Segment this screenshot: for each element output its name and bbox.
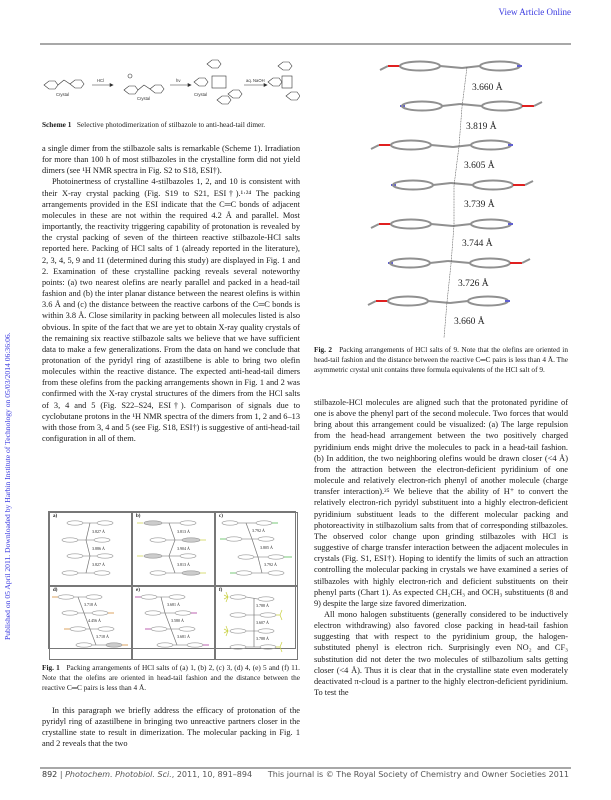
svg-text:3.660 Å: 3.660 Å (454, 317, 485, 327)
scheme-1-caption-text: Selective photodimerization of stilbazole to anti-head-tail dimer. (76, 120, 266, 129)
svg-text:Crystal: Crystal (194, 92, 208, 97)
figure-1-panel-d (49, 586, 132, 660)
svg-text:3.819 Å: 3.819 Å (466, 122, 497, 132)
download-watermark-text: Published on 05 April 2011. Downloaded by Harbin Institute of Technology on 05/03/2014 06:36:06. (3, 332, 12, 640)
left-paragraph-3: In this paragraph we briefly address the efficacy of protonation of the pyridyl ring of azastilbene in bringing two unreactive partners closer in the crystalline state to result in dimerization. The molecular packing in Fig. 1 and 2 reveals that the two (42, 706, 300, 749)
right-column-body (314, 397, 568, 698)
left-paragraph-2: Photoinertness of crystalline 4-stilbazoles 1, 2, and 10 is consistent with their X-ray crystal packing (Fig. S19 to S21, ESI†).¹·²⁴ The packing arrangements provided in the ESI indicate that the C═C bonds of adjacent molecules in these are not within the required 4.2 Å and parallel. Most importantly, the reactivity triggering capability of protonation is revealed by the crystal packing of seven of the thirteen reactive stilbazole-HCl salts reported here. Packing of HCl salts of 1 (already reported in the literature), 2, 3, 4, 5, 9 and 11 (determined during this study) are displayed in Fig. 1 and 2. Examination of these crystalline packing reveals several noteworthy points: (a) two nearest olefins are nearly parallel and packed in a head-tail fashion and (b) the inter planar distance between the nearest olefins is within 3.6 Å and (c) the distance between the reactive carbons of the C═C bonds is within 3.8 Å. Close similarity in packing between all molecules listed is also obvious. In spite of the fact that we are yet to obtain X-ray quality crystals of the remaining six reactive stilbazole salts we believe that we have sufficient data to make a few generalizations. From the data on hand we conclude that protonation of the pyridyl ring of azastilbene is able to bring two olefin molecules within the reactive distance. The expected anti-head-tail dimers from these olefins from the packing arrangements shown in Fig. 1 and 2 was confirmed with the X-ray crystal structures of the dimers from the HCl salts of 3, 4 and 5 (Fig. S22–S24, ESI†). Comparison of signals due to cyclobutane protons in the ¹H NMR spectra of the dimers from 1, 2 and 6–13 with those from 3, 4 and 5 (see Fig. S18, ESI†) is suggestive of anti-head-tail configuration in all of them. (42, 177, 300, 444)
packing-diagram-icon (216, 513, 297, 580)
svg-text:3.718 Å: 3.718 Å (84, 602, 97, 607)
scheme-1-label: Scheme 1 (42, 120, 72, 129)
figure-1-grid (48, 511, 296, 649)
svg-text:Crystal: Crystal (56, 92, 70, 97)
scheme-1 (42, 52, 300, 134)
svg-text:3.792 Å: 3.792 Å (264, 562, 277, 567)
download-watermark (3, 160, 15, 640)
page-footer (42, 770, 569, 779)
packing-diagram-icon (133, 587, 214, 654)
copyright-notice: This journal is © The Royal Society of Chemistry and Owner Societies 2011 (267, 770, 569, 779)
figure-1-label: Fig. 1 (42, 663, 60, 672)
svg-text:3.805 Å: 3.805 Å (260, 545, 273, 550)
scheme-1-reaction-icon (42, 52, 300, 112)
svg-text:3.718 Å: 3.718 Å (96, 634, 109, 639)
svg-text:3.827 Å: 3.827 Å (92, 562, 105, 567)
svg-text:3.788 Å: 3.788 Å (256, 603, 269, 608)
panel-label: f) (219, 588, 223, 593)
svg-text:3.739 Å: 3.739 Å (464, 200, 495, 210)
svg-text:3.792 Å: 3.792 Å (252, 528, 265, 533)
packing-diagram-icon (50, 587, 131, 654)
svg-text:4.456 Å: 4.456 Å (88, 618, 101, 623)
svg-text:3.904 Å: 3.904 Å (177, 546, 190, 551)
svg-text:3.605 Å: 3.605 Å (464, 161, 495, 171)
figure-1-panel-f (215, 586, 298, 660)
figure-1-panel-e (132, 586, 215, 660)
figure-2-caption (314, 345, 568, 375)
left-column-continued (42, 705, 300, 750)
left-column-body (42, 143, 300, 444)
svg-text:3.607 Å: 3.607 Å (256, 620, 269, 625)
svg-text:3.827 Å: 3.827 Å (92, 529, 105, 534)
figure-2-caption-text: Packing arrangements of HCl salts of 9. Note that the olefins are oriented in head-tail fashion and the distance between the reactive C═C pairs is less than 4 Å. The asymmetric crystal unit contains three formula equivalents of the HCl salt of 9. (314, 345, 568, 374)
svg-text:3.726 Å: 3.726 Å (458, 279, 489, 289)
figure-2-packing (314, 50, 568, 338)
panel-label: e) (136, 588, 140, 593)
journal-name: Photochem. Photobiol. Sci. (65, 770, 172, 779)
footer-citation (42, 770, 252, 779)
packing-diagram-icon (216, 587, 297, 654)
panel-label: a) (53, 514, 58, 519)
svg-text:3.681 Å: 3.681 Å (167, 602, 180, 607)
panel-label: c) (219, 514, 223, 519)
footer-separator: | (59, 770, 63, 779)
svg-text:3.813 Å: 3.813 Å (177, 562, 190, 567)
panel-label: d) (53, 588, 58, 593)
page-number: 892 (42, 770, 58, 779)
svg-text:aq. NaOH: aq. NaOH (246, 78, 265, 83)
scheme-1-caption (42, 120, 300, 130)
panel-label: b) (136, 514, 141, 519)
figure-1-panel-a (49, 512, 132, 586)
citation-details: , 2011, 10, 891–894 (171, 770, 253, 779)
svg-text:3.681 Å: 3.681 Å (177, 634, 190, 639)
left-paragraph-1: a single dimer from the stilbazole salts is remarkable (Scheme 1). Irradiation for more than 100 h of most stilbazoles in the crystalline form did not yield dimers (see ¹H NMR spectra in Fig. S2 to S18, ESI†). (42, 144, 300, 176)
top-rule (40, 43, 571, 45)
svg-text:HCl: HCl (97, 78, 104, 83)
packing-diagram-icon (50, 513, 131, 580)
figure-1-panel-c (215, 512, 298, 586)
svg-text:3.788 Å: 3.788 Å (256, 636, 269, 641)
figure-1-caption-text: Packing arrangements of HCl salts of (a) 1, (b) 2, (c) 3, (d) 4, (e) 5 and (f) 11. Note that the olefins are oriented in head-tail fashion and the distance between the reactive C═C pairs is less than 4 Å. (42, 663, 300, 692)
figure-2-label: Fig. 2 (314, 345, 332, 354)
right-paragraph-2: All mono halogen substituents (generally considered to be inductively electron withdrawing) also favored close packing in head-tail fashion suggesting that with respect to the pyridinium group, the halogen-substituted phenyl is electron rich. Surprisingly even NO₂ and CF₃ substitution did not deter the two molecules of stilbazolium salts getting closer (<4 Å). Thus it is clear that in the crystalline state even moderately deactivated π-cloud is a partner to the highly electron-deficient pyridinium. To test the (314, 609, 568, 698)
svg-text:hν: hν (176, 78, 181, 83)
view-article-online-link[interactable]: View Article Online (498, 7, 571, 17)
svg-text:3.660 Å: 3.660 Å (472, 83, 503, 93)
figure-2-packing-diagram-icon (314, 50, 568, 338)
svg-text:3.813 Å: 3.813 Å (177, 529, 190, 534)
right-paragraph-1: stilbazole-HCl molecules are aligned such that the protonated pyridine of one is above the phenyl part of the second molecule. Two forces that would bring about this arrangement could be visualized: (a) The large repulsion from the head-head arrangement between the two positively charged pyridinium ends might drive the molecules to pack in a head-tail fashion. (b) In addition, the two neighboring olefins would be drawn closer (<4 Å) from the attraction between the electron-deficient pyridinium of one molecule and relatively electron-rich phenyl of another molecule (charge transfer interaction).²⁵ We believe that the ability of H⁺ to convert the relatively electron-rich pyridyl substituent into a highly electron-deficient pyridinium substituent leads to the different molecular packing and photoreactivity in stilbazolium salts from that of corresponding stilbazoles. The observed color change upon grinding stilbazoles with HCl is suggestive of charge transfer interaction between the adjacent molecules in crystals (Fig. S1, ESI†). Hoping to identify the limits of such an attraction controlling the molecular packing in crystals we have examined a series of stilbazoles with highly electron-rich and deficient substituents on their phenyl parts (Chart 1). As expected CH₂CH₃ and OCH₃ substituents (8 and 9) despite the large size favored dimerization. (314, 398, 568, 608)
figure-1-panel-b (132, 512, 215, 586)
footer-rule (40, 767, 571, 769)
svg-text:3.886 Å: 3.886 Å (92, 546, 105, 551)
svg-text:3.744 Å: 3.744 Å (462, 239, 493, 249)
svg-text:3.580 Å: 3.580 Å (171, 618, 184, 623)
svg-text:Crystal: Crystal (137, 96, 151, 101)
packing-diagram-icon (133, 513, 214, 580)
figure-1-caption (42, 663, 300, 693)
